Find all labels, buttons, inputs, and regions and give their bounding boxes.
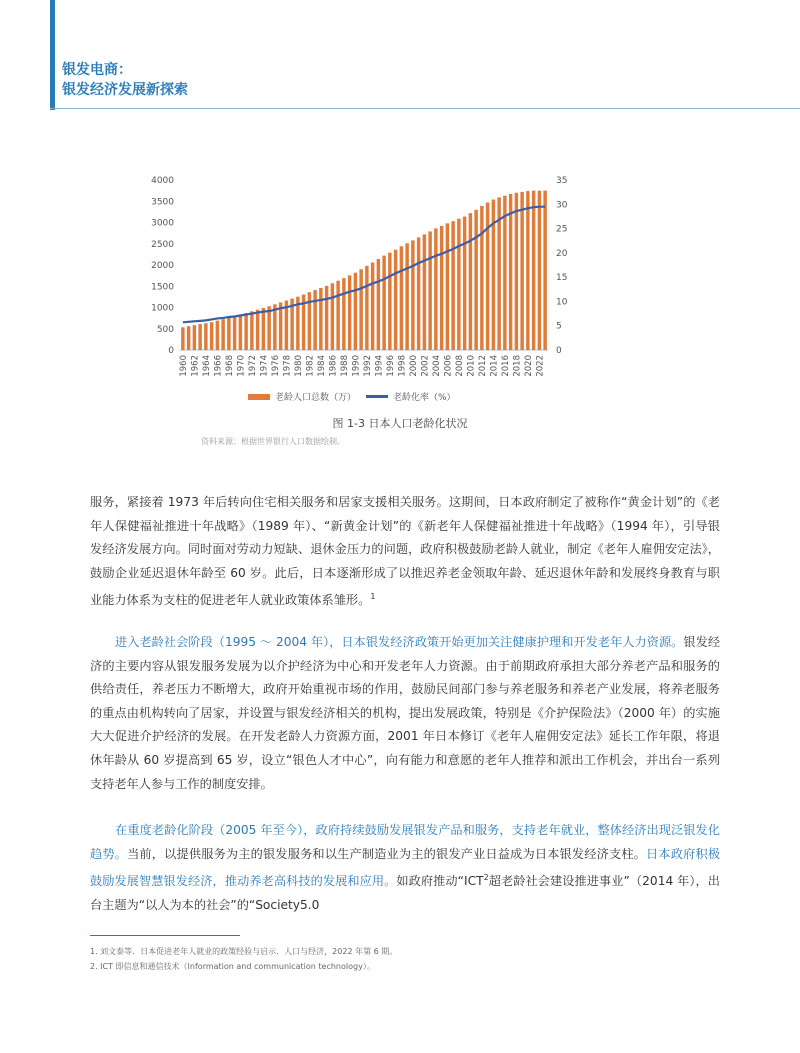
x-tick-label: 1988	[339, 355, 350, 377]
x-tick-label: 2000	[408, 355, 419, 377]
x-tick-label: 1976	[270, 355, 281, 377]
x-tick-label: 2022	[535, 355, 546, 377]
x-tick-label: 1994	[374, 355, 385, 377]
paragraph-3-highlight-2: 日本政府积极鼓励发展智慧银发经济，推动养老高科技的发展和应用。	[90, 846, 721, 889]
bar	[216, 321, 219, 350]
y-left-tick-label: 2000	[151, 261, 174, 271]
bar	[543, 191, 546, 350]
bar	[342, 278, 345, 350]
x-tick-label: 1992	[362, 355, 373, 377]
bar	[428, 231, 431, 350]
x-tick-label: 1984	[316, 355, 327, 377]
paragraph-3-text-2a: 如政府推动“ICT	[396, 874, 484, 889]
bar	[227, 318, 230, 350]
x-tick-label: 2018	[512, 355, 523, 377]
bar	[313, 290, 316, 350]
x-tick-label: 1970	[236, 355, 247, 377]
bar	[538, 191, 541, 350]
x-tick-label: 1986	[328, 355, 339, 377]
x-tick-label: 1978	[282, 355, 293, 377]
y-right-tick-label: 35	[556, 176, 568, 186]
paragraph-1	[90, 491, 720, 613]
x-tick-label: 2014	[489, 355, 500, 377]
bar	[193, 325, 196, 350]
x-tick-label: 2020	[523, 355, 534, 377]
paragraph-1-text: 服务，紧接着 1973 年后转向住宅相关服务和居家支援相关服务。这期间，日本政府制定了被称作“黄金计划”的《老年人保健福祉推进十年战略》（1989 年）、“新黄金计划”的《新老年人保健福祉推进十年战略》（1994 年），引导银发经济发展方向。同时面对劳动力短缺、退休金压力的问题，政府积极鼓励老龄人就业，制定《老年人雇佣安定法》，鼓励企业延迟退休年龄至 60 岁。此后，日本逐渐形成了以推迟养老金领取年龄、延迟退休年龄和发展终身教育与职业能力体系为支柱的促进老年人就业政策体系雏形。	[90, 495, 720, 608]
footnote-2: 2. ICT 即信息和通信技术（Information and communication technology）。	[90, 962, 375, 971]
aging-chart	[140, 168, 580, 413]
bar	[348, 275, 351, 350]
bar	[451, 221, 454, 350]
bar	[325, 286, 328, 350]
x-tick-label: 1968	[224, 355, 235, 377]
bar	[526, 191, 529, 350]
x-tick-label: 1982	[305, 355, 316, 377]
bar	[244, 313, 247, 350]
bar	[400, 246, 403, 350]
bar	[503, 196, 506, 350]
y-right-tick-label: 15	[556, 273, 568, 284]
bar	[221, 319, 224, 350]
bar	[365, 266, 368, 350]
bar	[256, 310, 259, 350]
y-right-tick-label: 5	[556, 321, 562, 332]
bar	[336, 281, 339, 350]
bar	[405, 243, 408, 350]
bar	[377, 259, 380, 350]
x-tick-label: 1996	[385, 355, 396, 377]
figure-caption: 图 1-3 日本人口老龄化状况	[332, 417, 468, 430]
x-tick-label: 2006	[443, 355, 454, 377]
bar	[486, 203, 489, 350]
running-header	[62, 60, 188, 100]
legend-label-line: 老龄化率（%）	[393, 393, 456, 403]
footnote-1: 1. 刘文泰等．日本促进老年人就业的政策经验与启示．人口与经济，2022 年第 6 期。	[90, 947, 398, 956]
legend-swatch-line	[366, 395, 388, 398]
bar	[382, 256, 385, 350]
header-title-line2: 银发经济发展新探索	[62, 82, 188, 98]
y-left-tick-label: 4000	[151, 176, 174, 186]
bar	[239, 315, 242, 350]
series-line	[183, 207, 545, 323]
bar	[480, 206, 483, 350]
header-accent-bar	[50, 0, 55, 110]
x-tick-label: 2004	[431, 355, 442, 377]
bar	[250, 311, 253, 350]
y-right-tick-label: 0	[556, 346, 562, 356]
bar	[446, 223, 449, 350]
bar	[520, 192, 523, 350]
bar	[394, 250, 397, 350]
legend-label-bars: 老龄人口总数（万）	[275, 393, 357, 403]
y-right-tick-label: 20	[556, 248, 568, 259]
header-divider	[50, 108, 800, 109]
bar	[267, 306, 270, 350]
bar	[474, 210, 477, 350]
bar	[262, 308, 265, 350]
bar	[354, 273, 357, 350]
paragraph-2-highlight: 进入老龄社会阶段（1995 ～ 2004 年），日本银发经济政策开始更加关注健康护理和开发老年人力资源。	[115, 635, 684, 649]
y-left-tick-label: 0	[168, 346, 174, 356]
bar	[273, 304, 276, 350]
legend-swatch-bars	[248, 394, 270, 400]
bar	[181, 327, 184, 350]
paragraph-3	[90, 819, 720, 917]
y-left-tick-label: 500	[156, 324, 174, 335]
x-tick-label: 2008	[454, 355, 465, 377]
bar	[187, 326, 190, 350]
bar	[532, 191, 535, 350]
bar	[198, 324, 201, 350]
bar	[359, 269, 362, 350]
y-left-tick-label: 1000	[151, 303, 174, 314]
x-tick-label: 2016	[500, 355, 511, 377]
chart-legend	[240, 390, 590, 406]
x-tick-label: 1962	[190, 355, 201, 377]
x-tick-label: 2010	[466, 355, 477, 377]
y-right-tick-label: 10	[556, 297, 568, 308]
y-left-tick-label: 1500	[151, 282, 174, 293]
bar	[388, 253, 391, 350]
legend-item-bars	[248, 390, 356, 403]
bar	[434, 228, 437, 350]
bar	[515, 193, 518, 350]
header-title-line1: 银发电商：	[62, 62, 132, 78]
x-tick-label: 1990	[351, 355, 362, 377]
x-tick-label: 2002	[420, 355, 431, 377]
y-left-tick-label: 2500	[151, 239, 174, 250]
bar	[371, 262, 374, 350]
footnote-ref-2: 2	[483, 873, 489, 883]
paragraph-2	[90, 631, 720, 796]
y-left-tick-label: 3500	[151, 197, 174, 208]
paragraph-2-text: 银发经济的主要内容从银发服务发展为以介护经济为中心和开发老年人力资源。由于前期政府承担大部分养老产品和服务的供给责任，养老压力不断增大，政府开始重视市场的作用，鼓励民间部门参与养老服务和养老产业发展，将养老服务的重点由机构转向了居家，并设置与银发经济相关的机构，提出发展政策，特别是《介护保险法》（2000 年）的实施大大促进介护经济的发展。在开发老龄人力资源方面，2001 年日本修订《老年人雇佣安定法》延长工作年限，将退休年龄从 60 岁提高到 65 岁，设立“银色人才中心”，向有能力和意愿的老年人推荐和派出工作机会，并出台一系列支持老年人参与工作的制度安排。	[90, 635, 721, 791]
footnote-ref-1: 1	[370, 592, 376, 602]
bar	[463, 217, 466, 350]
paragraph-3-text-1: 当前，以提供服务为主的银发服务和以生产制造业为主的银发产业日益成为日本银发经济支柱。	[127, 846, 647, 861]
x-tick-label: 1966	[213, 355, 224, 377]
paragraph-3-text-2b: 超老龄社会建设推进事业”（2014 年），出台主题为“以人为本的社会”的“Society5.0	[90, 874, 720, 912]
y-right-tick-label: 25	[556, 224, 568, 235]
x-tick-label: 1964	[201, 355, 212, 377]
bar	[411, 240, 414, 350]
x-tick-label: 2012	[477, 355, 488, 377]
bar	[440, 226, 443, 350]
y-right-tick-label: 30	[556, 200, 568, 211]
x-tick-label: 1960	[178, 355, 189, 377]
legend-item-line	[366, 390, 456, 403]
bar	[417, 237, 420, 350]
x-tick-label: 1972	[247, 355, 258, 377]
bar	[319, 288, 322, 350]
bar	[509, 194, 512, 350]
figure-source: 资料来源：根据世界银行人口数据绘制。	[201, 437, 345, 446]
paragraph-3-highlight-1: 在重度老龄化阶段（2005 年至今），政府持续鼓励发展银发产品和服务，支持老年就业，整体经济出现泛银发化趋势。	[90, 823, 720, 861]
footnote-separator	[90, 935, 240, 936]
x-tick-label: 1980	[293, 355, 304, 377]
bar	[233, 316, 236, 350]
bar	[331, 283, 334, 350]
bar	[457, 219, 460, 350]
y-left-tick-label: 3000	[151, 218, 174, 229]
bar	[469, 213, 472, 350]
x-tick-label: 1998	[397, 355, 408, 377]
bar	[210, 322, 213, 350]
bar	[204, 323, 207, 350]
x-tick-label: 1974	[259, 355, 270, 377]
bar	[423, 234, 426, 350]
